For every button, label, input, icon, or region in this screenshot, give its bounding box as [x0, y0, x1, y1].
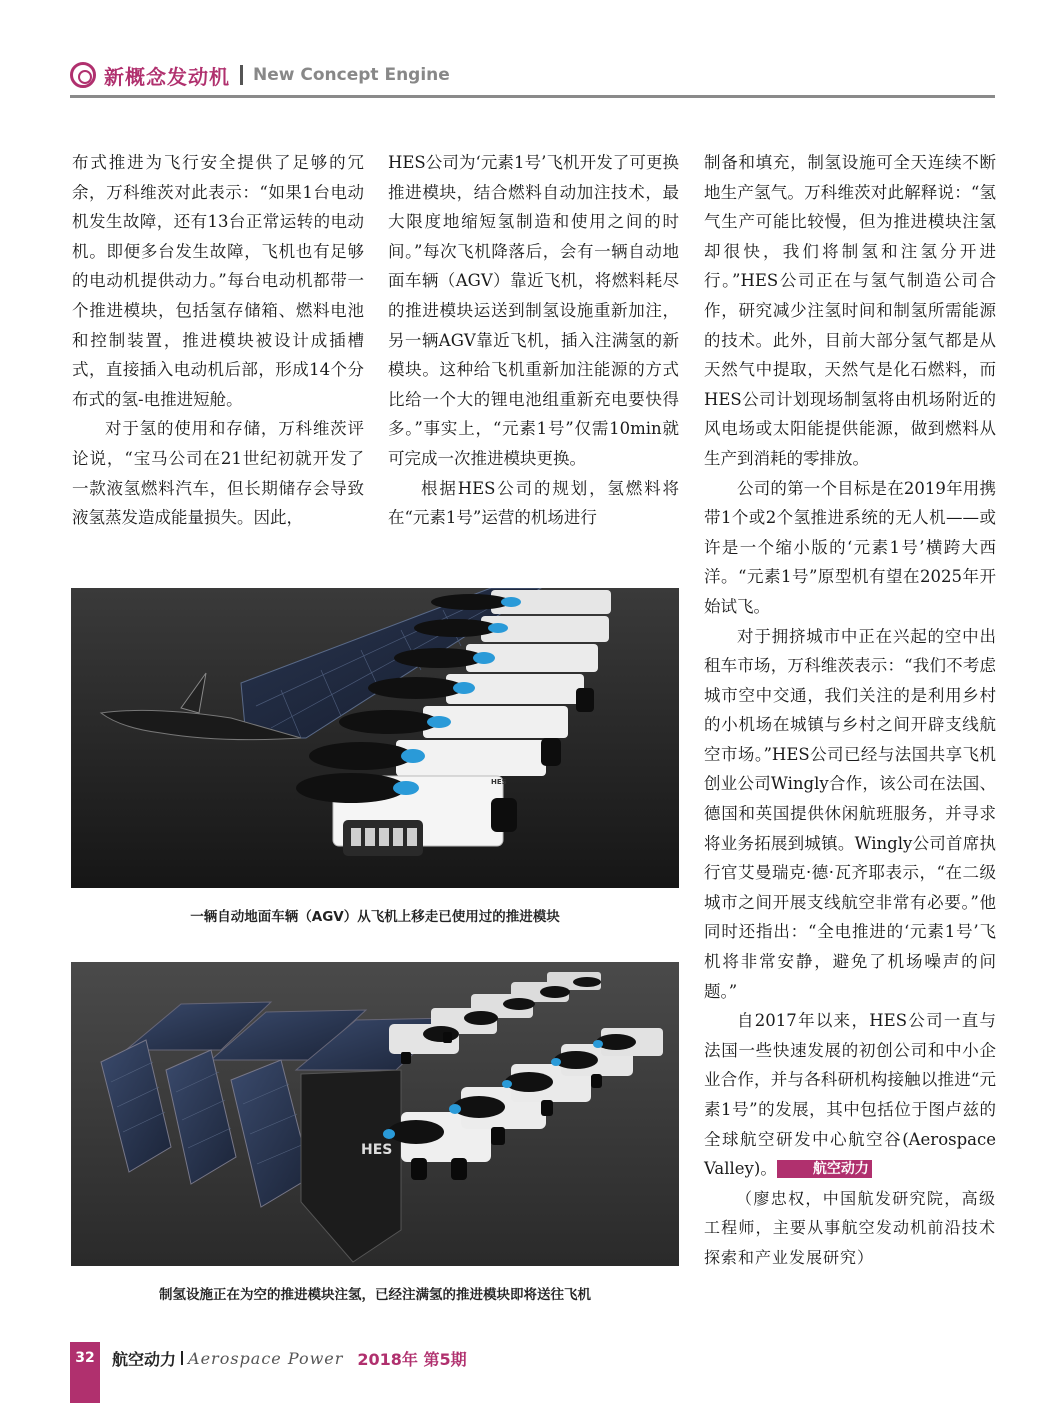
- running-footer: [70, 1342, 670, 1374]
- text-column-2: [388, 148, 679, 533]
- figure-2-caption: 制氢设施正在为空的推进模块注氢，已经注满氢的推进模块即将送往飞机: [159, 1287, 591, 1303]
- paragraph: 制备和填充，制氢设施可全天连续不断地生产氢气。万科维茨对此解释说：“氢气生产可能比较慢，但为推进模块注氢却很快，我们将制氢和注氢分开进行。”HES公司正在与氢气制造公司合作，研究减少注氢时间和制氢所需能源的技术。此外，目前大部分氢气都是从天然气中提取，天然气是化石燃料，而HES公司计划现场制氢将由机场附近的风电场或太阳能提供能源，做到燃料从生产到消耗的零排放。: [704, 153, 996, 468]
- end-mark-badge: 航空动力: [777, 1160, 872, 1178]
- figure-1-caption: 一辆自动地面车辆（AGV）从飞机上移走已使用过的推进模块: [190, 909, 560, 925]
- footer-divider: [181, 1351, 183, 1365]
- text-column-1: [72, 148, 364, 533]
- page-number: 32: [70, 1342, 100, 1374]
- paragraph: 公司的第一个目标是在2019年用携带1个或2个氢推进系统的无人机——或许是一个缩小版的‘元素1号’横跨大西洋。“元素1号”原型机有望在2025年开始试飞。: [704, 478, 996, 616]
- journal-logo-icon: [70, 62, 96, 88]
- paragraph: 根据HES公司的规划，氢燃料将在“元素1号”运营的机场进行: [388, 478, 679, 528]
- figure-agv-module-removal: [71, 588, 679, 888]
- refuel-facility-illustration: [71, 962, 679, 1266]
- author-note: （廖忠权，中国航发研究院，高级工程师，主要从事航空发动机前沿技术探索和产业发展研究）: [704, 1188, 996, 1267]
- footer-accent-bar: [70, 1374, 100, 1403]
- agv-render-illustration: [71, 588, 679, 888]
- paragraph: HES公司为‘元素1号’飞机开发了可更换推进模块，结合燃料自动加注技术，最大限度地缩短氢制造和使用之间的时间。”每次飞机降落后，会有一辆自动地面车辆（AGV）靠近飞机，将燃料耗尽的推进模块运送到制氢设施重新加注，另一辆AGV靠近飞机，插入注满氢的新模块。这种给飞机重新加注能源的方式比给一个大的锂电池组重新充电要快得多。”事实上，“元素1号”仅需10min就可完成一次推进模块更换。: [388, 153, 679, 468]
- header-divider: [240, 65, 243, 85]
- section-title-cn: 新概念发动机: [104, 64, 230, 89]
- hes-logo-mark: HES: [361, 1142, 393, 1158]
- paragraph: 布式推进为飞行安全提供了足够的冗余，万科维茨对此表示：“如果1台电动机发生故障，还有13台正常运转的电动机。即便多台发生故障，飞机也有足够的电动机提供动力。”每台电动机都带一个推进模块，包括氢存储箱、燃料电池和控制装置，推进模块被设计成插槽式，直接插入电动机后部，形成14个分布式的氢-电推进短舱。: [72, 153, 364, 409]
- paragraph-text: 自2017年以来，HES公司一直与法国一些快速发展的初创公司和中小企业合作，并与各科研机构接触以推进“元素1号”的发展，其中包括位于图卢兹的全球航空研发中心航空谷(Aerospace Valley)。: [704, 1011, 996, 1179]
- figure-hydrogen-refuel-facility: [71, 962, 679, 1266]
- running-header: [70, 58, 995, 92]
- paragraph: 对于拥挤城市中正在兴起的空中出租车市场，万科维茨表示：“我们不考虑城市空中交通，我们关注的是利用乡村的小机场在城镇与乡村之间开辟支线航空市场。”HES公司已经与法国共享飞机创业公司Wingly合作，该公司在法国、德国和英国提供休闲航班服务，并寻求将业务拓展到城镇。Wingly公司首席执行官艾曼瑞克·德·瓦齐耶表示，“在二级城市之间开展支线航空非常有必要。”他同时还指出：“全电推进的‘元素1号’飞机将非常安静，避免了机场噪声的问题。”: [704, 626, 996, 1001]
- header-rule: [70, 95, 995, 98]
- journal-name-cn: 航空动力: [112, 1349, 177, 1369]
- text-column-3: [704, 148, 996, 1273]
- paragraph: 对于氢的使用和存储，万科维茨评论说，“宝马公司在21世纪初就开发了一款液氢燃料汽车，但长期储存会导致液氢蒸发造成能量损失。因此，: [72, 419, 364, 528]
- paragraph: [704, 1006, 996, 1184]
- journal-name-en: Aerospace Power: [188, 1348, 344, 1368]
- section-title-en: New Concept Engine: [253, 65, 450, 85]
- issue-label: 2018年 第5期: [357, 1349, 467, 1369]
- hes-logo-mark: HES: [491, 778, 507, 786]
